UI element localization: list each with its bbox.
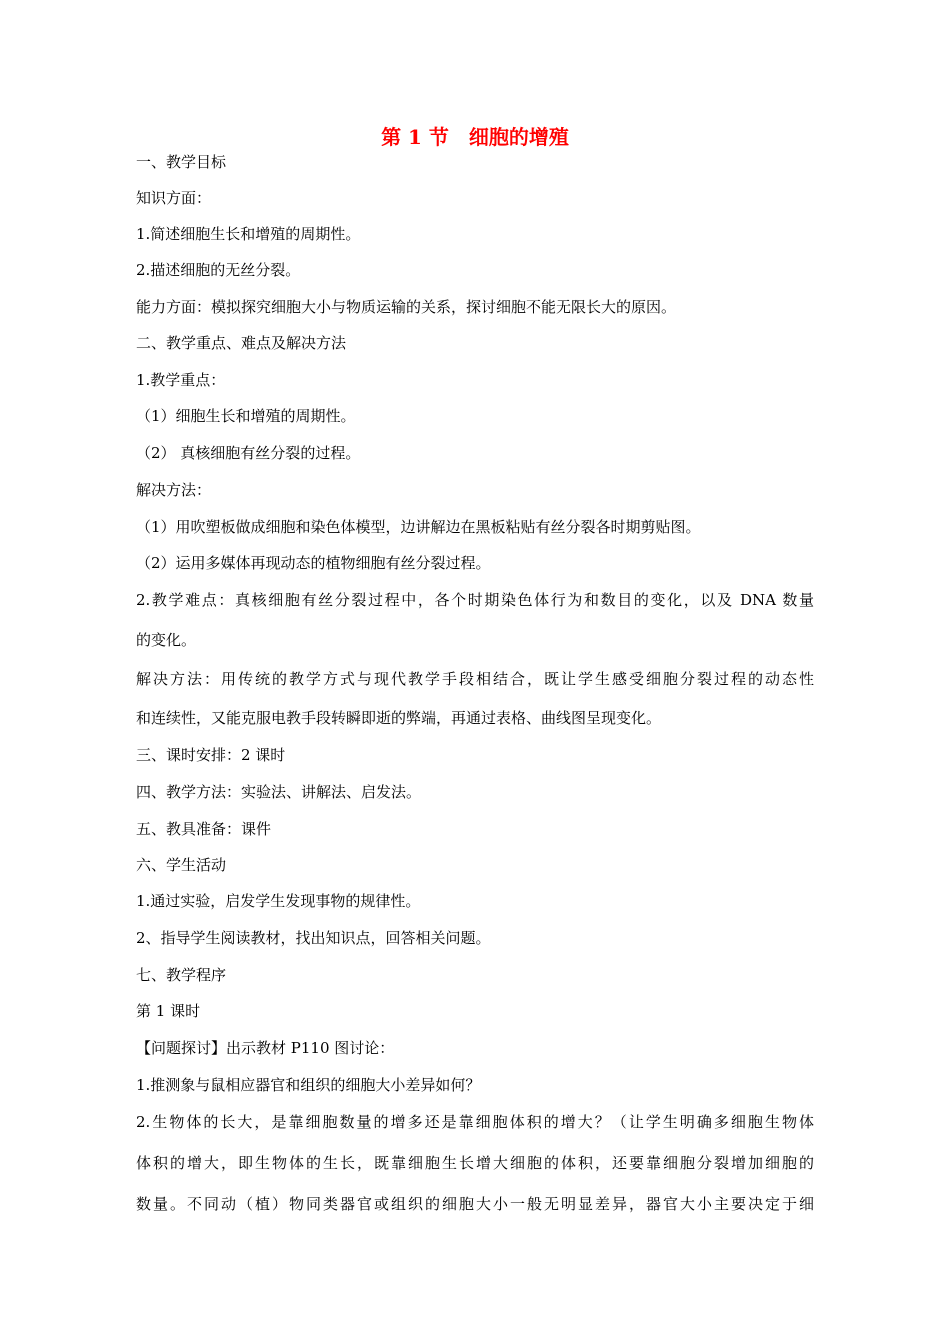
keypoint-item-1: （1）细胞生长和增殖的周期性。 [136, 407, 356, 425]
subheading-knowledge: 知识方面： [136, 189, 212, 207]
section-heading-schedule: 三、课时安排：2 课时 [136, 746, 286, 764]
solution-item-2: （2）运用多媒体再现动态的植物细胞有丝分裂过程。 [136, 554, 491, 572]
activity-item-2: 2、指导学生阅读教材，找出知识点，回答相关问题。 [136, 929, 491, 947]
question-1: 1.推测象与鼠相应器官和组织的细胞大小差异如何？ [136, 1076, 481, 1094]
solution-item-1: （1）用吹塑板做成细胞和染色体模型，边讲解边在黑板粘贴有丝分裂各时期剪贴图。 [136, 518, 701, 536]
section-heading-materials: 五、教具准备：课件 [136, 820, 272, 838]
keypoints-label: 1.教学重点： [136, 371, 226, 389]
solution-label-1: 解决方法： [136, 481, 212, 499]
question-2-line-2: 体积的增大，即生物体的生长，既靠细胞生长增大细胞的体积，还要靠细胞分裂增加细胞的 [136, 1154, 814, 1172]
solution-paragraph-line-1: 解决方法：用传统的教学方式与现代教学手段相结合，既让学生感受细胞分裂过程的动态性 [136, 670, 814, 688]
section-heading-keypoints: 二、教学重点、难点及解决方法 [136, 334, 347, 352]
difficulty-paragraph-line-1: 2.教学难点：真核细胞有丝分裂过程中，各个时期染色体行为和数目的变化，以及 DNA 数量 [136, 591, 814, 609]
solution-paragraph-line-2: 和连续性，又能克服电教手段转瞬即逝的弊端，再通过表格、曲线图呈现变化。 [136, 709, 662, 727]
difficulty-paragraph-line-2: 的变化。 [136, 631, 197, 649]
problem-discussion: 【问题探讨】出示教材 P110 图讨论： [136, 1039, 395, 1057]
section-heading-activities: 六、学生活动 [136, 856, 227, 874]
section-heading-methods: 四、教学方法：实验法、讲解法、启发法。 [136, 783, 422, 801]
knowledge-item-2: 2.描述细胞的无丝分裂。 [136, 261, 301, 279]
knowledge-item-1: 1.简述细胞生长和增殖的周期性。 [136, 225, 361, 243]
ability-paragraph: 能力方面：模拟探究细胞大小与物质运输的关系，探讨细胞不能无限长大的原因。 [136, 298, 677, 316]
question-2-line-1: 2.生物体的长大，是靠细胞数量的增多还是靠细胞体积的增大？（让学生明确多细胞生物体 [136, 1113, 814, 1131]
section-heading-procedure: 七、教学程序 [136, 966, 227, 984]
keypoint-item-2: （2） 真核细胞有丝分裂的过程。 [136, 444, 361, 462]
page-title: 第 1 节 细胞的增殖 [381, 125, 569, 149]
lesson-label: 第 1 课时 [136, 1002, 201, 1020]
section-heading-objectives: 一、教学目标 [136, 153, 227, 171]
question-2-line-3: 数量。不同动（植）物同类器官或组织的细胞大小一般无明显差异，器官大小主要决定于细 [136, 1195, 814, 1213]
activity-item-1: 1.通过实验，启发学生发现事物的规律性。 [136, 892, 421, 910]
